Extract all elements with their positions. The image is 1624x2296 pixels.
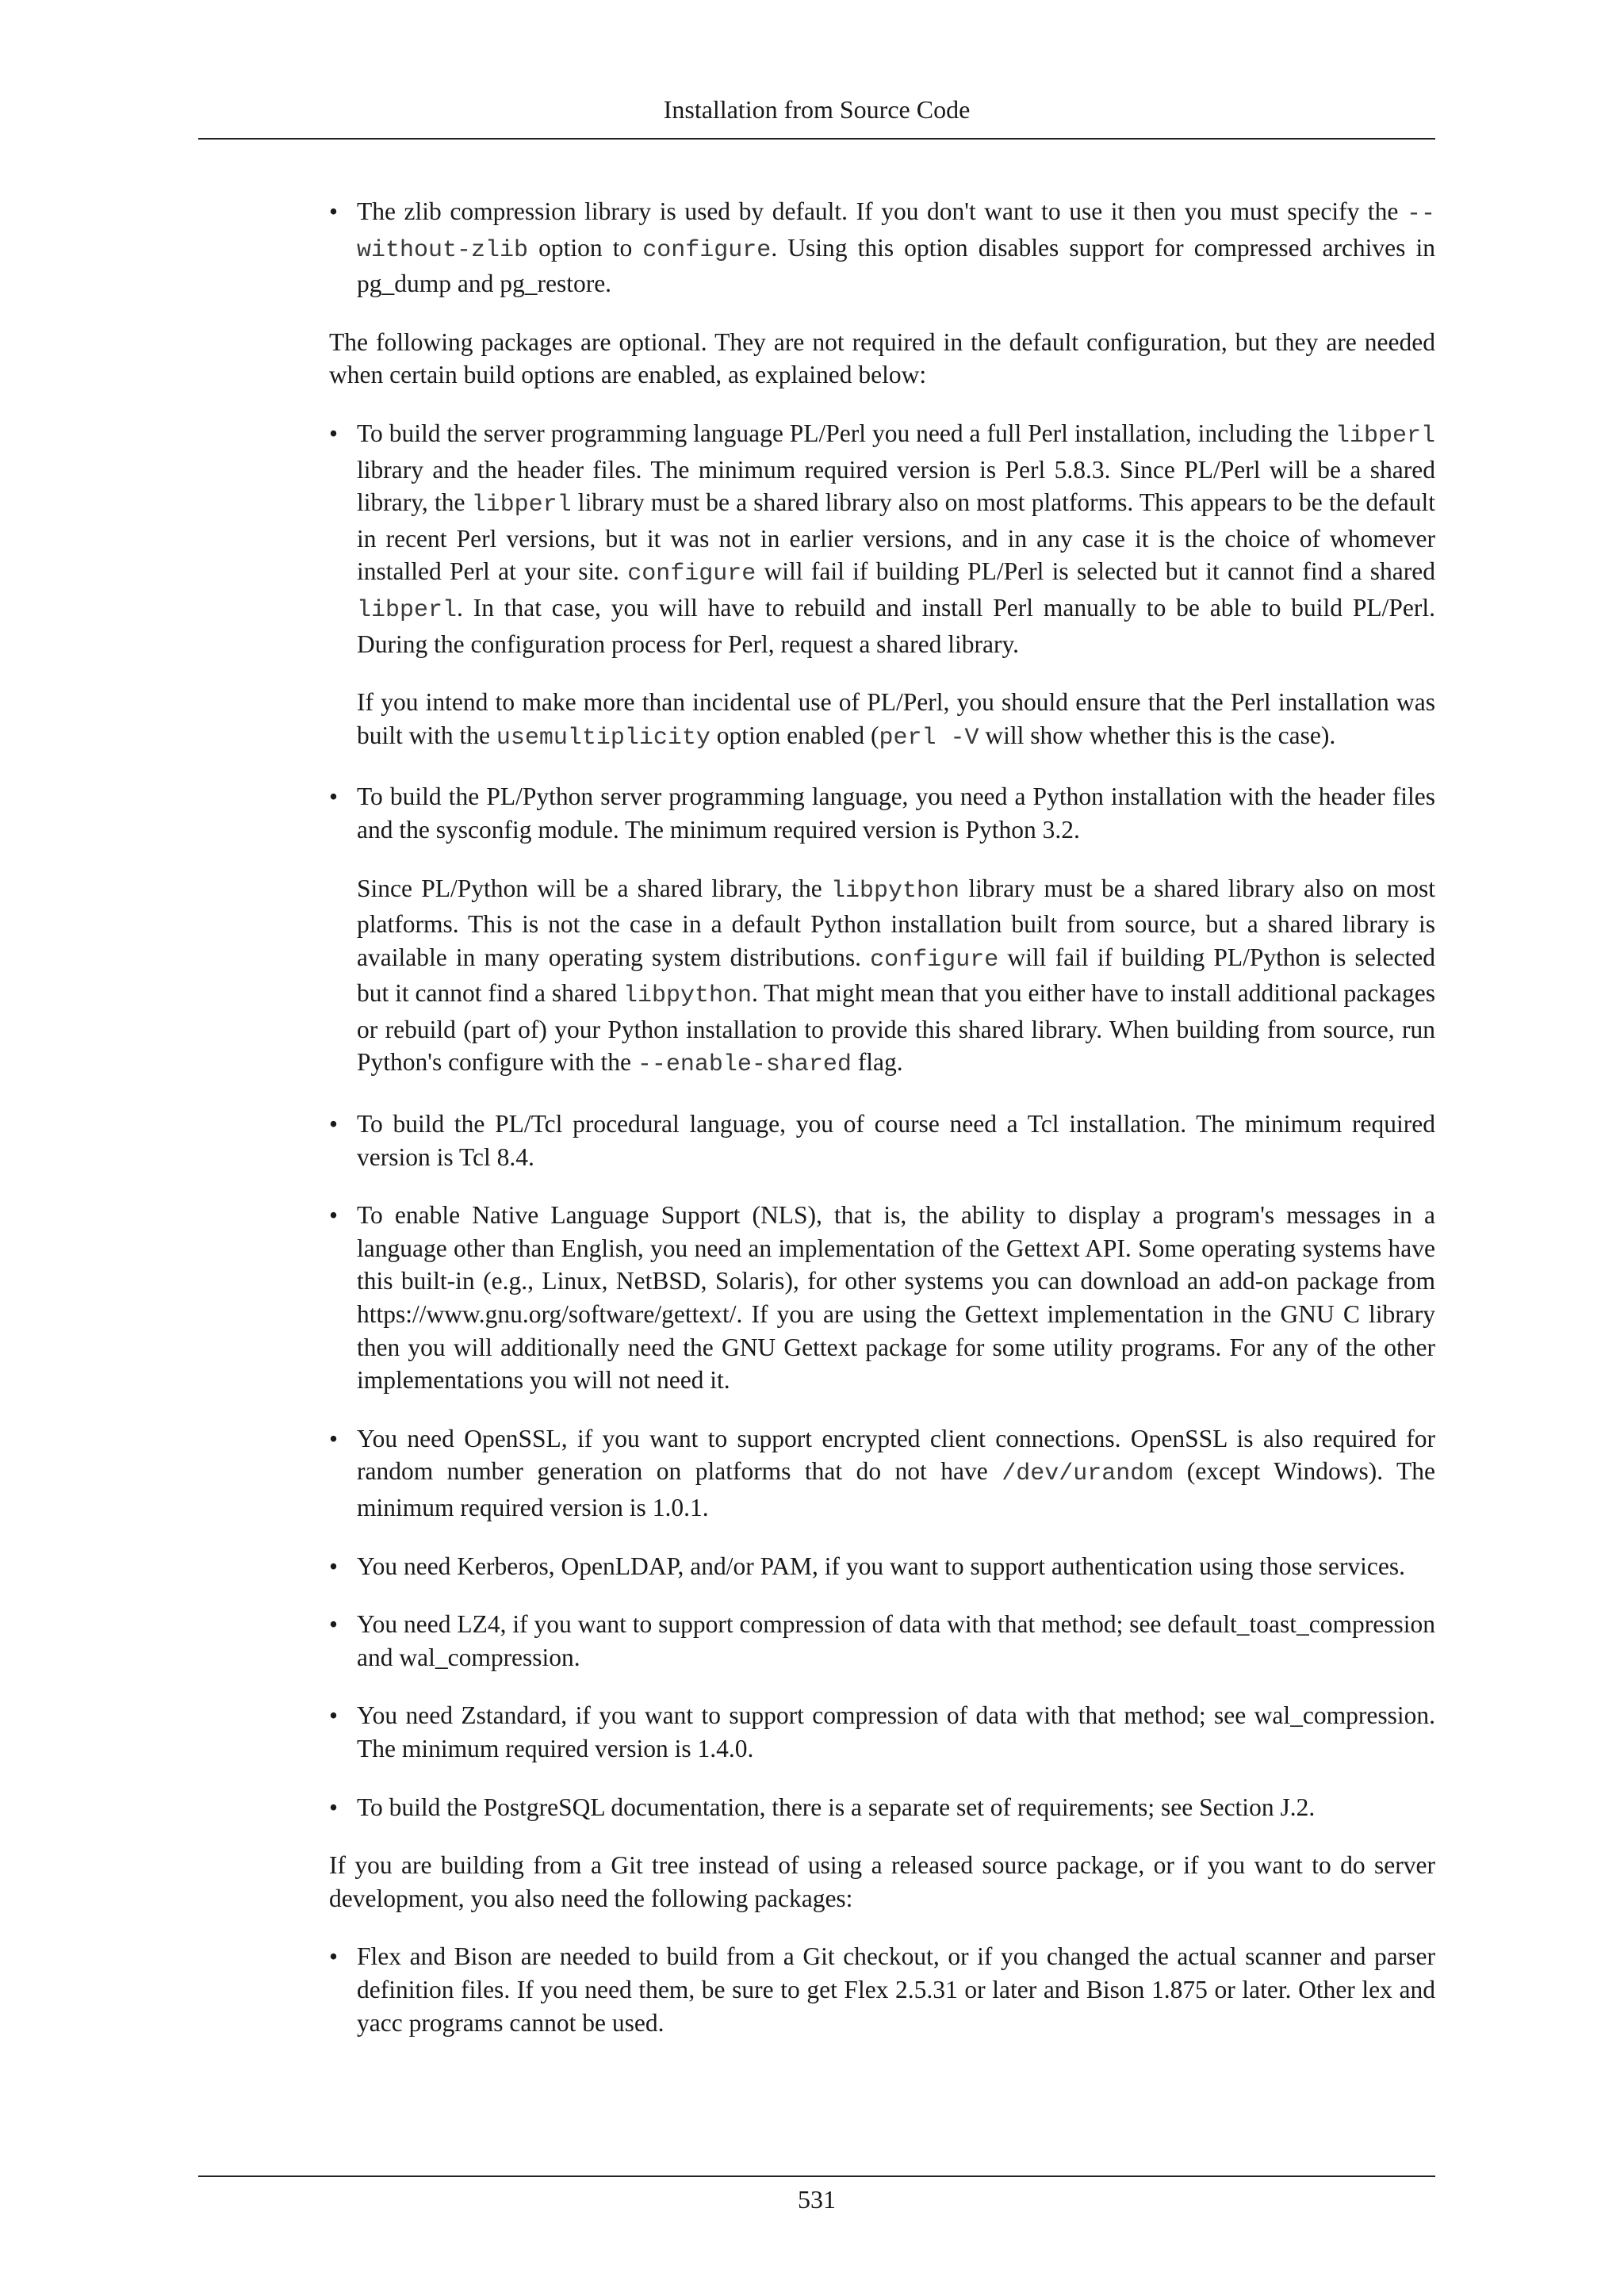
zstd-paragraph: You need Zstandard, if you want to support compression of data with that method; see wal_compression. The minimum required version is 1.4.0. [357,1701,1435,1762]
plpython-paragraph: To build the PL/Python server programming language, you need a Python installation with the header files and the sysconfig module. The minimum required version is Python 3.2. [357,783,1435,844]
bullet-icon: • [329,783,339,811]
bullet-icon: • [329,197,339,225]
git-packages-intro: If you are building from a Git tree instead of using a released source package, or if you want to do server development, you also need the following packages: [329,1851,1435,1912]
pltcl-paragraph: To build the PL/Tcl procedural language, you of course need a Tcl installation. The minimum required version is Tcl 8.4. [357,1110,1435,1171]
optional-packages-intro: The following packages are optional. They are not required in the default configuration, but they are needed when certain build options are enabled, as explained below: [329,327,1435,389]
bullet-icon: • [329,419,339,447]
kerberos-paragraph: You need Kerberos, OpenLDAP, and/or PAM, if you want to support authentication using those services. [357,1552,1405,1580]
plperl-multiplicity-paragraph: If you intend to make more than incidental use of PL/Perl, you should ensure that the Perl installation was built with the usemultiplicity option enabled (perl -V will show whether this is the case). [357,688,1435,752]
optional-packages-list [329,417,1435,1823]
bullet-icon: • [329,1701,339,1730]
inline-code: libperl [471,492,572,519]
bullet-icon: • [329,1793,339,1821]
bullet-icon: • [329,1201,339,1230]
list-item-zlib [329,195,1435,300]
list-item-plpython [329,780,1435,1082]
bullet-icon: • [329,1424,339,1452]
list-item-docs [329,1791,1435,1824]
openssl-paragraph: You need OpenSSL, if you want to support encrypted client connections. OpenSSL is also required for random number generation on platforms that do not have /dev/urandom (except Windows). The minimum required version is 1.0.1. [357,1424,1435,1521]
inline-code: configure [870,946,999,974]
list-item-flex-bison [329,1940,1435,2039]
inline-code: usemultiplicity [496,724,710,752]
inline-code: libpython [622,982,752,1010]
inline-code: /dev/urandom [1002,1460,1174,1488]
list-item-lz4 [329,1608,1435,1674]
inline-code: --enable-shared [637,1051,852,1079]
footer-rule [198,2175,1435,2177]
inline-code: libperl [1335,422,1435,450]
header-rule [198,138,1435,140]
list-item-kerberos [329,1550,1435,1583]
inline-code: perl -V [879,724,979,752]
inline-code: libpython [831,877,960,905]
list-item-plperl [329,417,1435,755]
lz4-paragraph: You need LZ4, if you want to support compression of data with that method; see default_toast_compression and wal_compression. [357,1610,1435,1671]
inline-code: configure [642,236,772,264]
plpython-shared-library-paragraph: Since PL/Python will be a shared library, the libpython library must be a shared library also on most platforms. This is not the case in a default Python installation built from source, but a shared library is available in many operating system distributions. configure will fail if building PL/Python is selected but it cannot find a shared libpython. That might mean that you either have to install additional packages or rebuild (part of) your Python installation to provide this shared library. When building from source, run Python's configure with the --enable-shared flag. [357,874,1435,1079]
inline-code: --without-zlib [357,201,1435,264]
page-number: 531 [798,2185,836,2214]
page-body [329,195,1435,2064]
git-packages-list [329,1940,1435,2039]
plperl-paragraph: To build the server programming language PL/Perl you need a full Perl installation, including the libperl library and the header files. The minimum required version is Perl 5.8.3. Since PL/Perl will be a shared library, the libperl library must be a shared library also on most platforms. This appears to be the default in recent Perl versions, but it was not in earlier versions, and in any case it is the choice of whomever installed Perl at your site. configure will fail if building PL/Perl is selected but it cannot find a shared libperl. In that case, you will have to rebuild and install Perl manually to be able to build PL/Perl. During the configuration process for Perl, request a shared library. [357,419,1436,658]
running-header: Installation from Source Code [663,95,971,124]
inline-code: configure [627,561,756,588]
list-item-nls [329,1199,1435,1397]
bullet-icon: • [329,1552,339,1580]
list-item-pltcl [329,1108,1435,1173]
bullet-icon: • [329,1610,339,1639]
bullet-icon: • [329,1942,339,1971]
list-item-openssl [329,1422,1435,1525]
inline-code: libperl [357,596,458,624]
required-packages-list [329,195,1435,300]
flex-bison-paragraph: Flex and Bison are needed to build from a Git checkout, or if you changed the actual scanner and parser definition files. If you need them, be sure to get Flex 2.5.31 or later and Bison 1.875 or later. Other lex and yacc programs cannot be used. [357,1942,1435,2037]
nls-paragraph: To enable Native Language Support (NLS), that is, the ability to display a program's messages in a language other than English, you need an implementation of the Gettext API. Some operating systems have this built-in (e.g., Linux, NetBSD, Solaris), for other systems you can download an add-on package from https://www.gnu.org/software/gettext/. If you are using the Gettext implementation in the GNU C library then you will additionally need the GNU Gettext package for some utility programs. For any of the other implementations you will not need it. [357,1201,1435,1395]
bullet-icon: • [329,1110,339,1138]
docs-paragraph: To build the PostgreSQL documentation, there is a separate set of requirements; see Section J.2. [357,1793,1316,1821]
zlib-paragraph: The zlib compression library is used by default. If you don't want to use it then you must specify the --without-zlib option to configure. Using this option disables support for compressed archives in pg_dump and pg_restore. [357,197,1435,298]
list-item-zstd [329,1699,1435,1765]
